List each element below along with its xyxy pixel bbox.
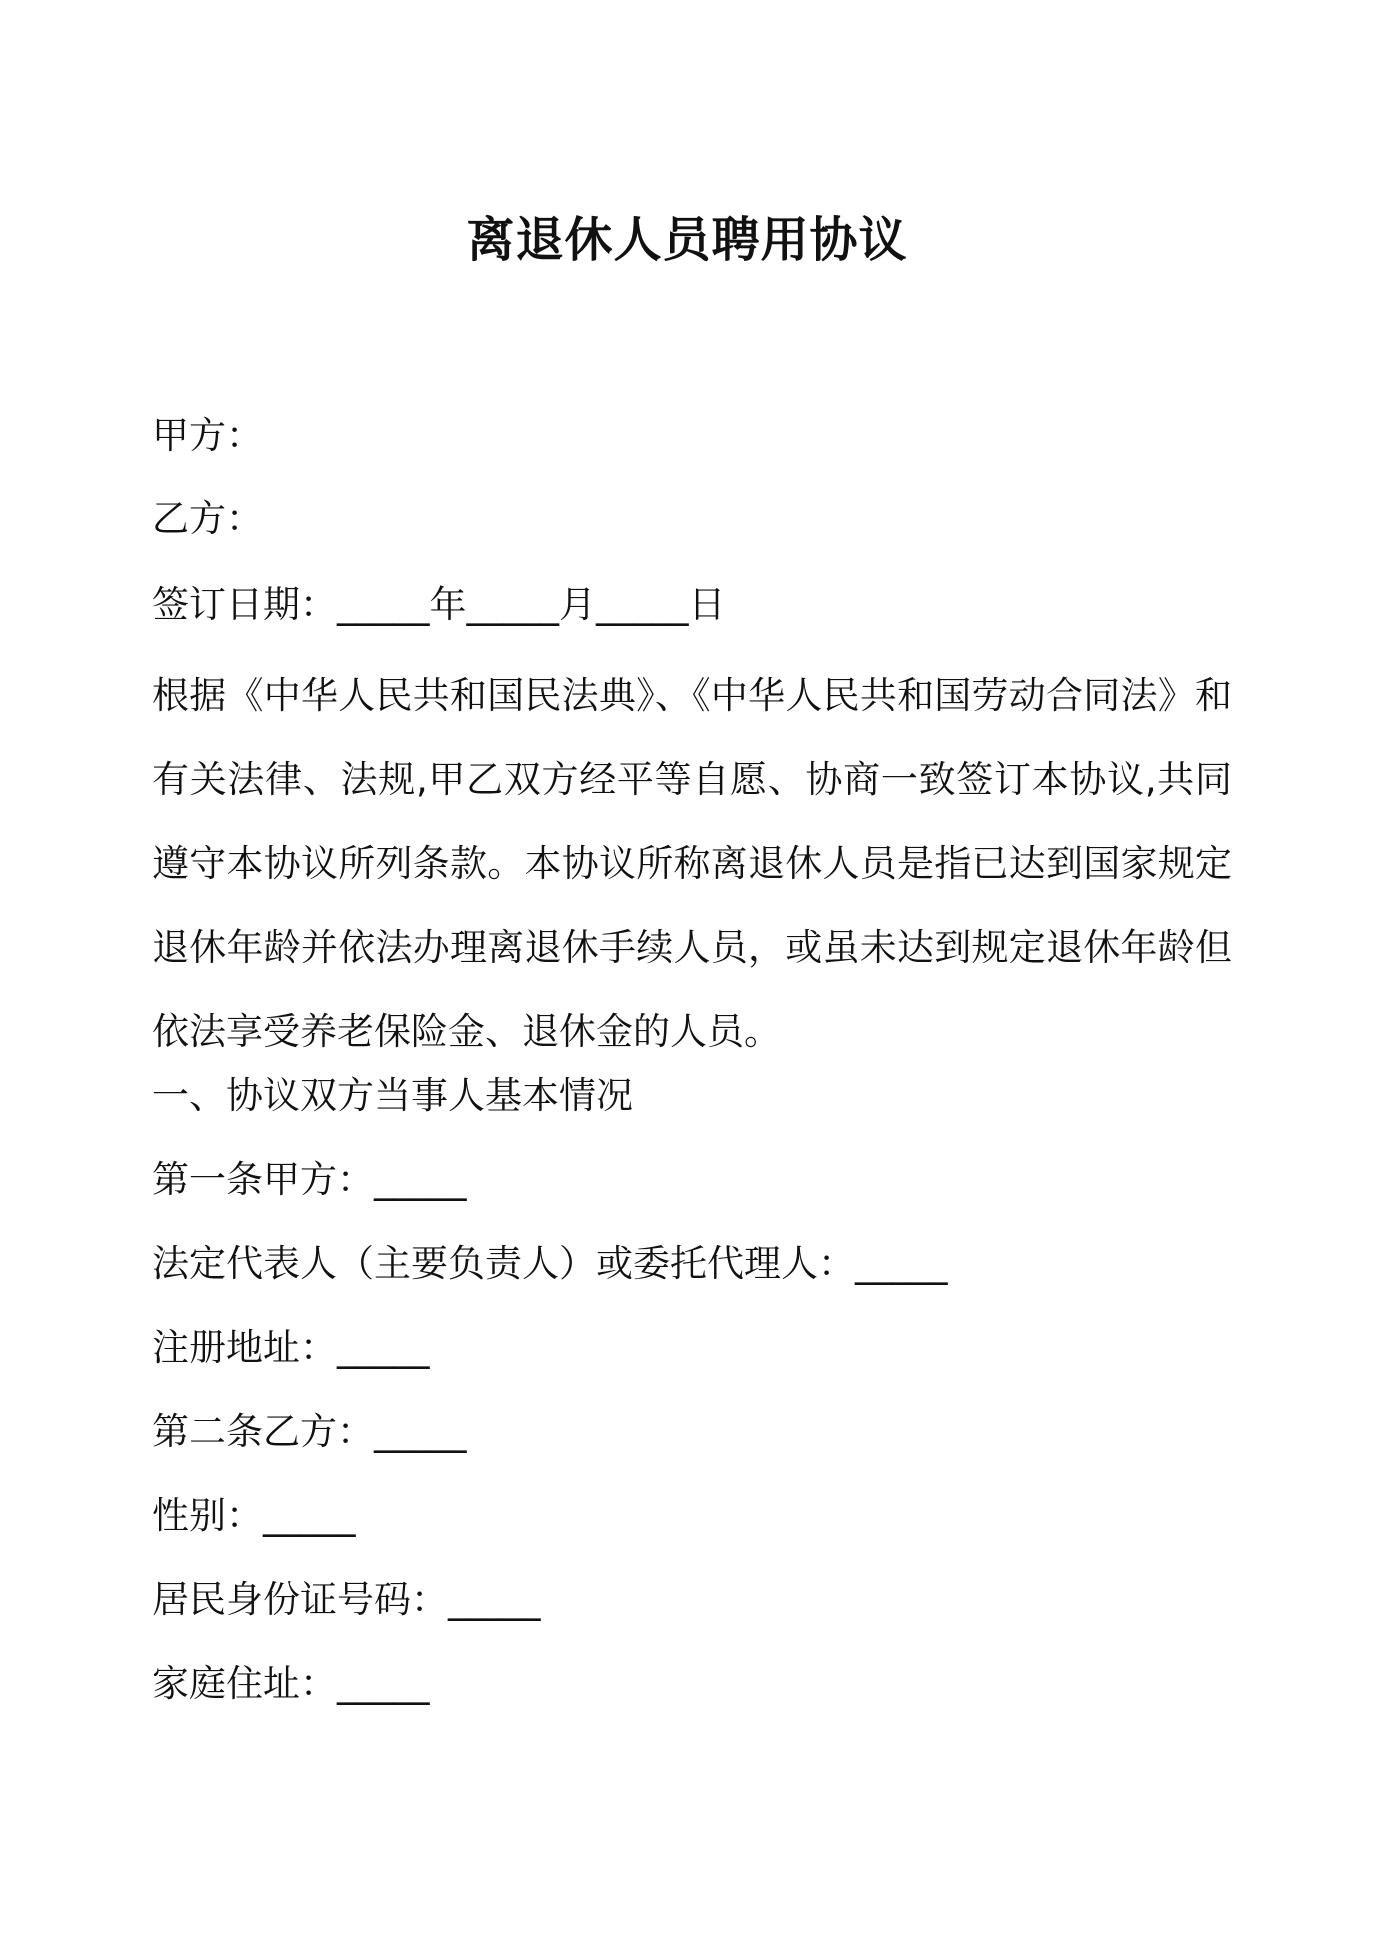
intro-line: 依法享受养老保险金、退休金的人员。: [152, 1010, 781, 1053]
document-title: 离退休人员聘用协议: [466, 212, 908, 268]
id-number-line: 居民身份证号码：_____: [152, 1578, 541, 1621]
section-1-heading: 一、协议双方当事人基本情况: [152, 1074, 633, 1117]
sign-date-line: 签订日期：_____年_____月_____日: [152, 583, 726, 626]
article-2-party-b: 第二条乙方：_____: [152, 1410, 467, 1453]
intro-line: 遵守本协议所列条款。本协议所称离退休人员是指已达到国家规定: [152, 842, 1232, 885]
party-b-label: 乙方：: [152, 497, 263, 540]
party-a-label: 甲方：: [152, 414, 263, 457]
gender-line: 性别：_____: [152, 1494, 356, 1537]
intro-line: 有关法律、法规,甲乙双方经平等自愿、协商一致签订本协议,共同: [152, 758, 1232, 801]
article-1-party-a: 第一条甲方：_____: [152, 1158, 467, 1201]
intro-line: 根据《中华人民共和国民法典》、《中华人民共和国劳动合同法》和: [152, 674, 1232, 717]
registered-address-line: 注册地址：_____: [152, 1326, 430, 1369]
legal-representative-line: 法定代表人（主要负责人）或委托代理人：_____: [152, 1242, 948, 1285]
home-address-line: 家庭住址：_____: [152, 1662, 430, 1705]
intro-paragraph: [152, 654, 1232, 1074]
intro-line: 退休年龄并依法办理离退休手续人员，或虽未达到规定退休年龄但: [152, 926, 1232, 969]
